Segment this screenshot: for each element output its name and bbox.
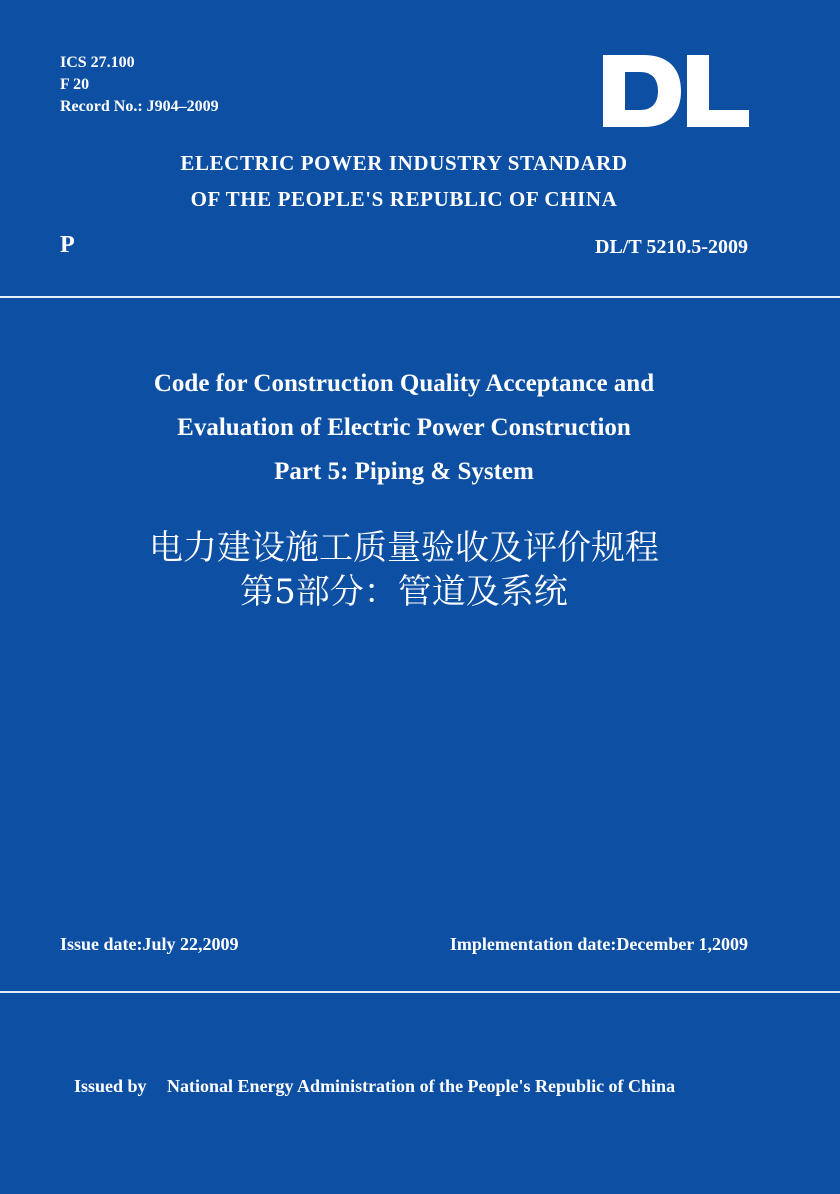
- title-en-line3: Part 5: Piping & System: [274, 458, 534, 485]
- ics-code: ICS 27.100: [60, 54, 135, 71]
- issuer-label: Issued by: [74, 1076, 147, 1096]
- implementation-date: Implementation date:December 1,2009: [449, 934, 748, 954]
- title-en-line1: Code for Construction Quality Acceptance and: [153, 370, 655, 397]
- bottom-divider: [0, 991, 840, 993]
- title-en-line2: Evaluation of Electric Power Construction: [177, 414, 631, 441]
- org-title-line2: OF THE PEOPLE'S REPUBLIC OF CHINA: [190, 187, 618, 211]
- dl-logo: [603, 55, 749, 127]
- standard-code: DL/T 5210.5-2009: [595, 236, 748, 258]
- category-letter: P: [60, 232, 75, 258]
- classification-block: [60, 52, 219, 118]
- issuer-line: [74, 1076, 675, 1097]
- top-divider: [0, 296, 840, 298]
- org-title-line1: ELECTRIC POWER INDUSTRY STANDARD: [180, 151, 628, 175]
- issuer-name: National Energy Administration of the People's Republic of China: [167, 1076, 676, 1096]
- title-cn-line2: 第5部分：管道及系统: [240, 572, 568, 612]
- record-number: Record No.: J904–2009: [60, 98, 219, 115]
- f-code: F 20: [60, 76, 90, 93]
- issue-date: Issue date:July 22,2009: [60, 934, 239, 954]
- title-cn-line1: 电力建设施工质量验收及评价规程: [149, 528, 659, 568]
